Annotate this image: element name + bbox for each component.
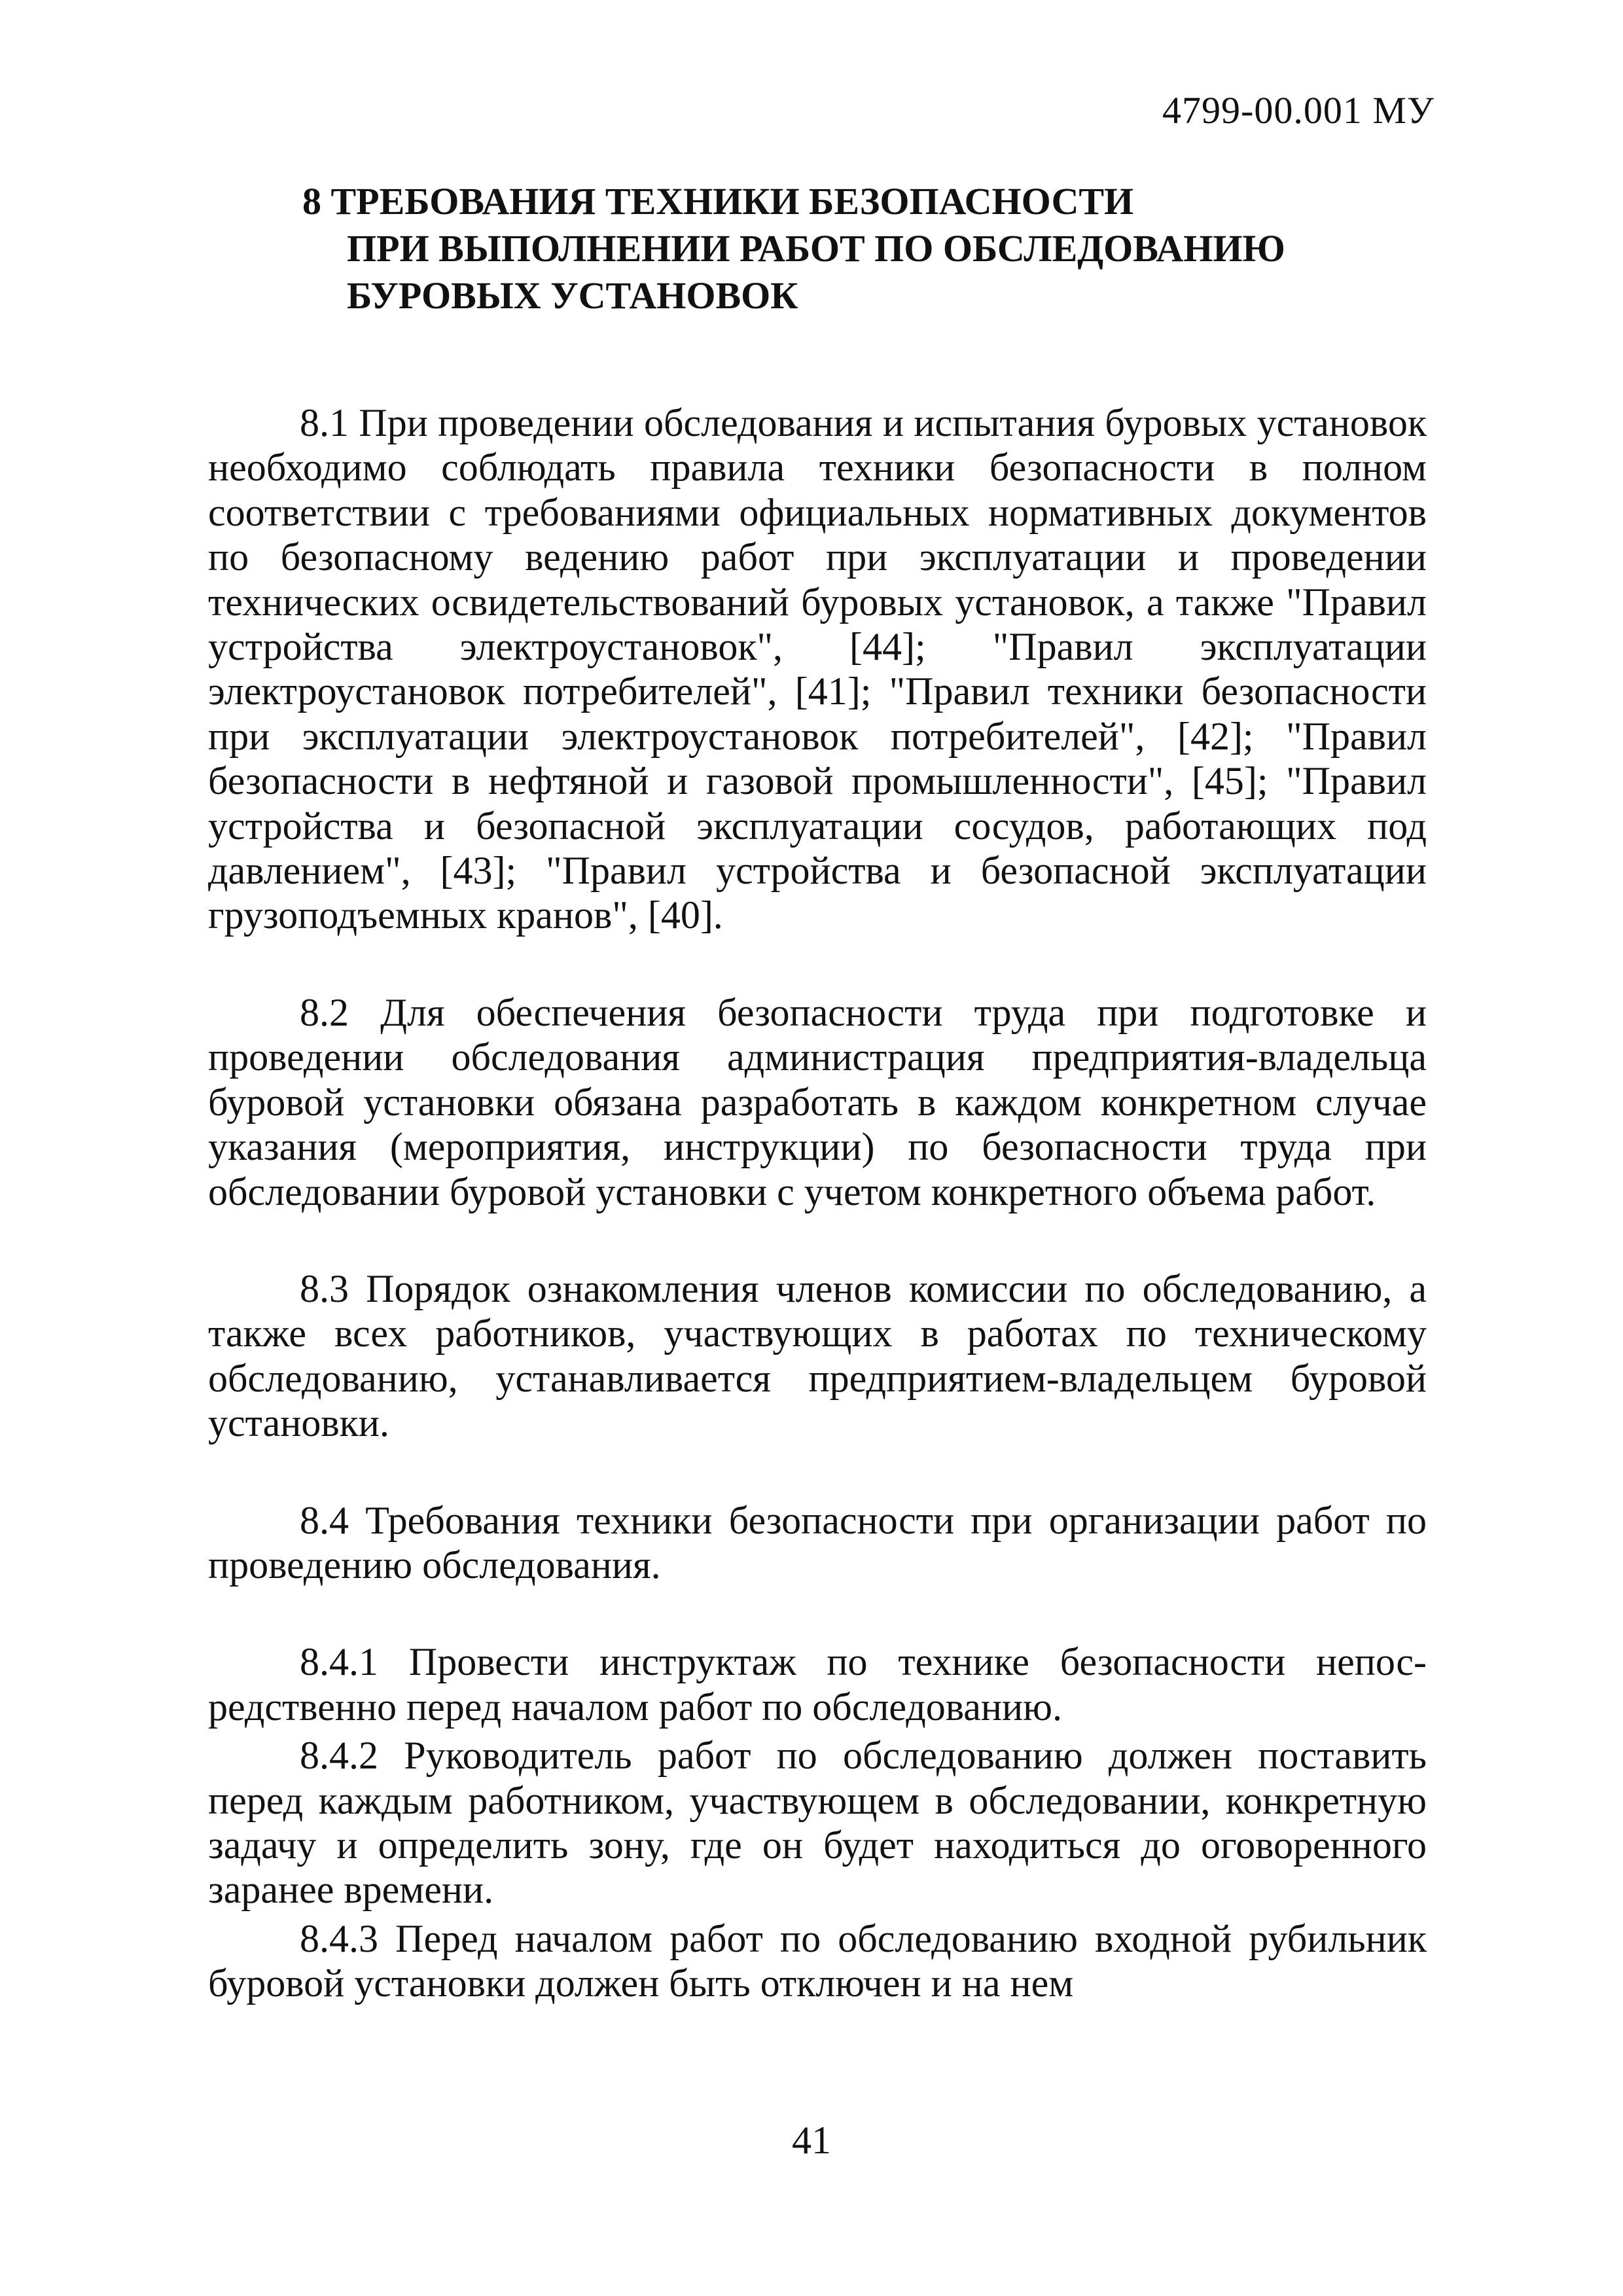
paragraph-8-4-2: 8.4.2 Руководитель работ по обследованию должен поставить перед каждым работником, участвующем в обследовании, конкретную задачу и определить зону, где он будет находиться до оговоренного заранее времени.: [208, 1734, 1427, 1912]
section-title-line: БУРОВЫХ УСТАНОВОК: [347, 274, 798, 317]
section-title-line: ПРИ ВЫПОЛНЕНИИ РАБОТ ПО ОБСЛЕДОВАНИЮ: [347, 227, 1285, 270]
paragraph-8-1: 8.1 При проведении обследования и испытания буровых установок необходимо соблюдать правила техники безопасности в полном соответствии с требованиями официальных нормативных документов по безопасному ведению работ при эксплуатации и проведении технических освидетельствований буровых установок, а также "Правил устройства электроустановок", [44]; "Правил эксплуатации электроустановок потребителей", [41]; "Правил техники безопасности при эксплуатации электроустановок потребителей", [42]; "Правил безопасности в нефтяной и газовой промышленности", [45]; "Правил устройства и безопасной эксплуатации сосудов, работающих под давлением", [43]; "Правил устройства и безопасной эксплуатации грузоподъемных кранов", [40].: [208, 401, 1427, 937]
section-title: [302, 178, 1285, 319]
paragraph-8-4-3: 8.4.3 Перед началом работ по обследованию входной рубильник буровой установки должен быть отключен и на нем: [208, 1916, 1427, 2005]
paragraph-8-4: 8.4 Требования техники безопасности при организации работ по проведению обследования.: [208, 1498, 1427, 1587]
section-body: [208, 401, 1427, 2006]
document-code: 4799-00.001 МУ: [1162, 89, 1435, 132]
paragraph-8-2: 8.2 Для обеспечения безопасности труда при подготовке и проведении обследования администрация предприятия-владельца буровой установки обязана разработать в каждом конкретном случае указания (мероприятия, инструкции) по безопасности труда при обследовании буровой установки с учетом конкретного объема работ.: [208, 990, 1427, 1213]
paragraph-8-3: 8.3 Порядок ознакомления членов комиссии по обследованию, а также всех работников, участвующих в работах по техническому обследованию, устанавливается предприятием-владельцем буровой установки.: [208, 1266, 1427, 1445]
paragraph-8-4-1: 8.4.1 Провести инструктаж по технике безопасности непосредственно перед началом работ по обследованию.: [208, 1640, 1427, 1729]
page-number: 41: [792, 2119, 831, 2162]
section-title-line: 8 ТРЕБОВАНИЯ ТЕХНИКИ БЕЗОПАСНОСТИ: [302, 180, 1134, 223]
